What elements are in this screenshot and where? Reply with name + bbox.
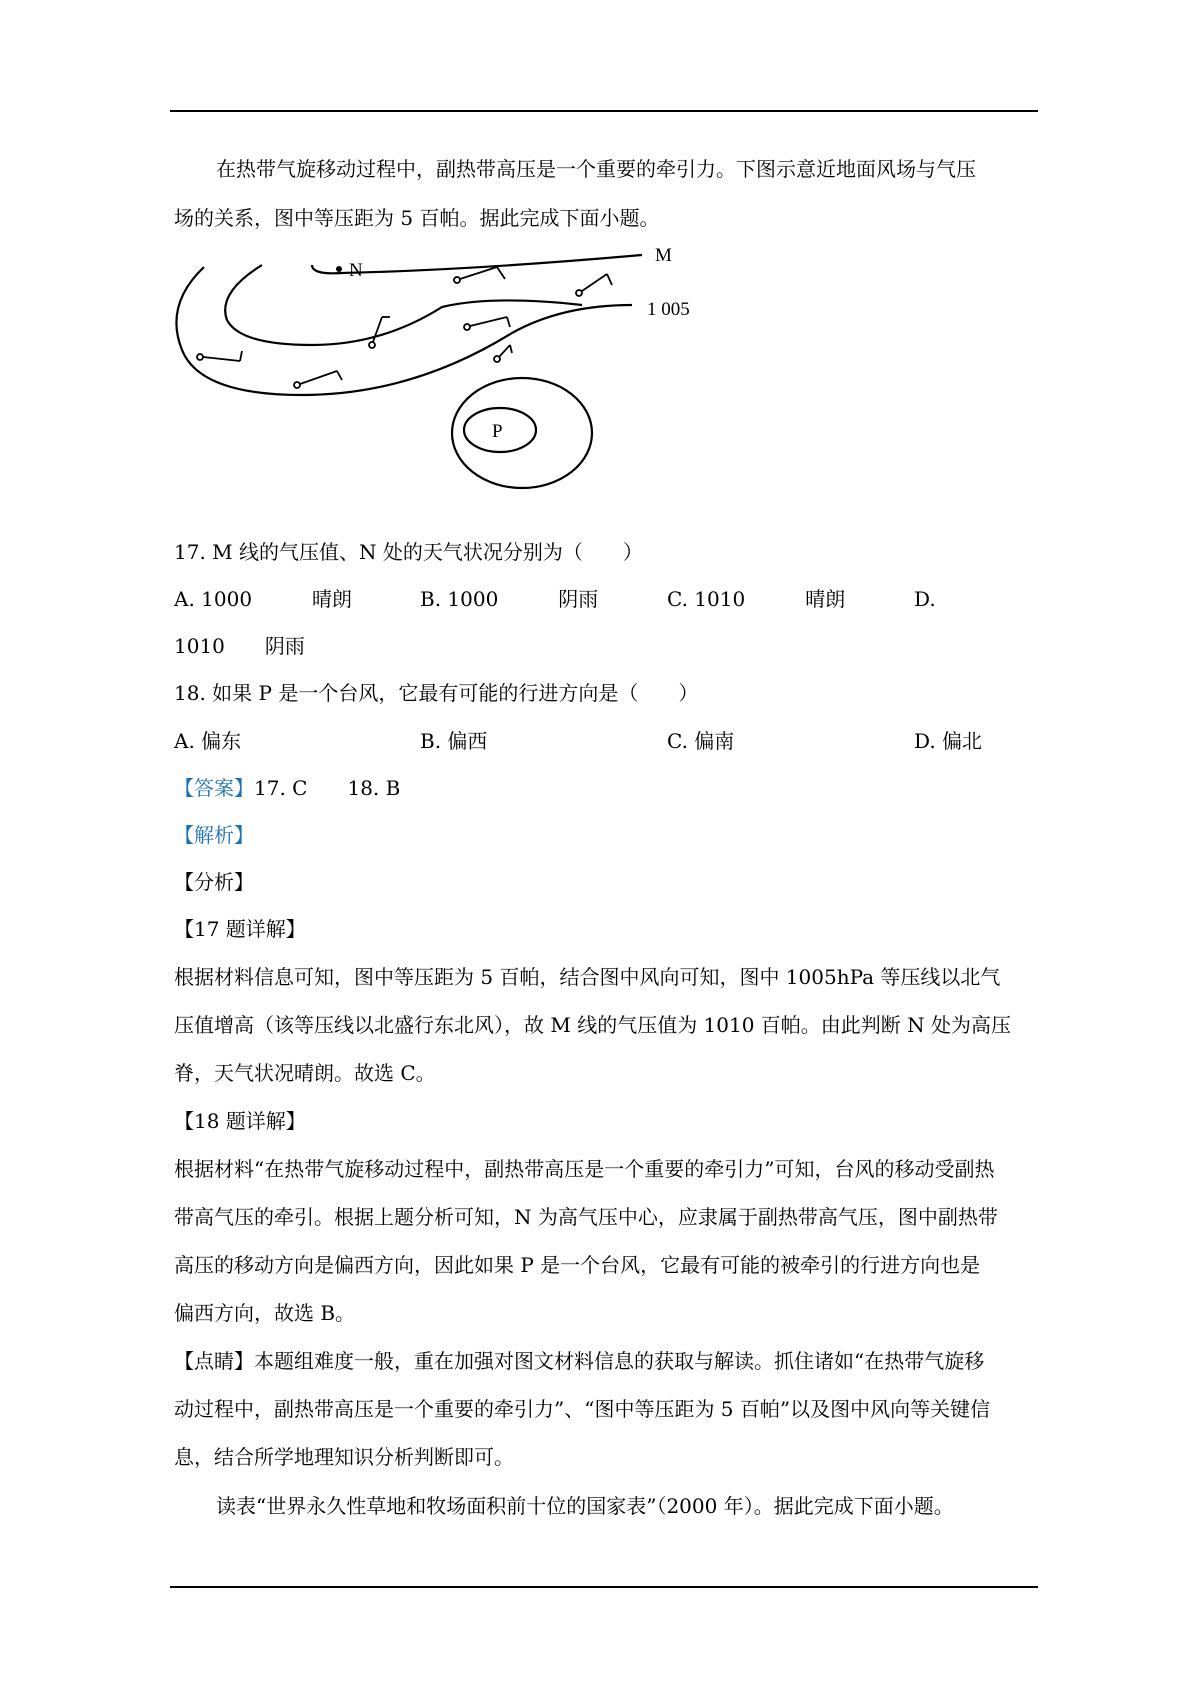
label-1005: 1 005: [647, 299, 690, 320]
detail17-line-2: 压值增高（该等压线以北盛行东北风），故 M 线的气压值为 1010 百帕。由此判断 N 处为高压: [174, 1013, 1012, 1037]
dianjing-line-1: 【点睛】本题组难度一般，重在加强对图文材料信息的获取与解读。抓住诸如“在热带气旋移: [174, 1349, 985, 1373]
dianjing-line-2: 动过程中，副热带高压是一个重要的牵引力”、“图中等压距为 5 百帕”以及图中风向等关键信: [174, 1397, 991, 1421]
fenxi-tag: 【分析】: [174, 870, 254, 894]
q17-option-d-cont: 1010 阴雨: [174, 634, 305, 658]
q18-option-d: D. 偏北: [914, 729, 983, 753]
detail18-line-3: 高压的移动方向是偏西方向，因此如果 P 是一个台风，它最有可能的被牵引的行进方向也是: [174, 1253, 981, 1277]
detail18-line-2: 带高气压的牵引。根据上题分析可知，N 为高气压中心，应隶属于副热带高气压，图中副热带: [174, 1205, 998, 1229]
next-question-intro: 读表“世界永久性草地和牧场面积前十位的国家表”（2000 年）。据此完成下面小题。: [216, 1494, 954, 1518]
answer-line: [174, 774, 400, 802]
answer-text: 17. C 18. B: [254, 776, 401, 800]
label-n: N: [349, 260, 363, 281]
analysis-tag: 【解析】: [174, 823, 254, 847]
wind-barb-2: [576, 274, 612, 296]
wind-barb-7: [494, 345, 512, 362]
q18-option-b: B. 偏西: [420, 729, 488, 753]
isobar-1005: [225, 265, 582, 345]
intro-line-2: 场的关系，图中等压距为 5 百帕。据此完成下面小题。: [174, 206, 660, 230]
detail18-tag: 【18 题详解】: [174, 1109, 306, 1133]
wind-barb-1: [454, 267, 505, 283]
detail18-line-4: 偏西方向，故选 B。: [174, 1301, 356, 1325]
q18-option-a: A. 偏东: [174, 729, 242, 753]
footer-rule: [170, 1586, 1038, 1588]
label-p: P: [492, 421, 503, 442]
dianjing-line-3: 息，结合所学地理知识分析判断即可。: [174, 1445, 514, 1469]
q17-option-d: D.: [914, 587, 936, 611]
q18-option-c: C. 偏南: [667, 729, 735, 753]
detail17-line-3: 脊，天气状况晴朗。故选 C。: [174, 1061, 436, 1085]
q17-option-c: C. 1010 晴朗: [667, 587, 846, 611]
header-rule: [170, 110, 1038, 112]
wind-barb-3: [464, 317, 510, 330]
wind-barb-6: [294, 371, 342, 388]
q18-stem: 18. 如果 P 是一个台风，它最有可能的行进方向是（ ）: [174, 681, 699, 705]
detail17-line-1: 根据材料信息可知，图中等压距为 5 百帕，结合图中风向可知，图中 1005hPa 等压线以北气: [174, 965, 1001, 989]
detail17-tag: 【17 题详解】: [174, 917, 306, 941]
answer-tag: 【答案】: [174, 776, 254, 800]
q17-stem: 17. M 线的气压值、N 处的天气状况分别为（ ）: [174, 540, 643, 564]
isobar-wind-map: [172, 245, 712, 495]
q17-option-b: B. 1000 阴雨: [420, 587, 599, 611]
q17-option-a: A. 1000 晴朗: [174, 587, 353, 611]
p-outer-isobar: [452, 378, 592, 488]
intro-line-1: 在热带气旋移动过程中，副热带高压是一个重要的牵引力。下图示意近地面风场与气压: [216, 157, 976, 181]
outer-isobar: [176, 267, 632, 395]
wind-barb-5: [197, 351, 242, 361]
n-point: [336, 266, 342, 272]
label-m: M: [655, 245, 672, 266]
detail18-line-1: 根据材料“在热带气旋移动过程中，副热带高压是一个重要的牵引力”可知，台风的移动受副热: [174, 1157, 995, 1181]
